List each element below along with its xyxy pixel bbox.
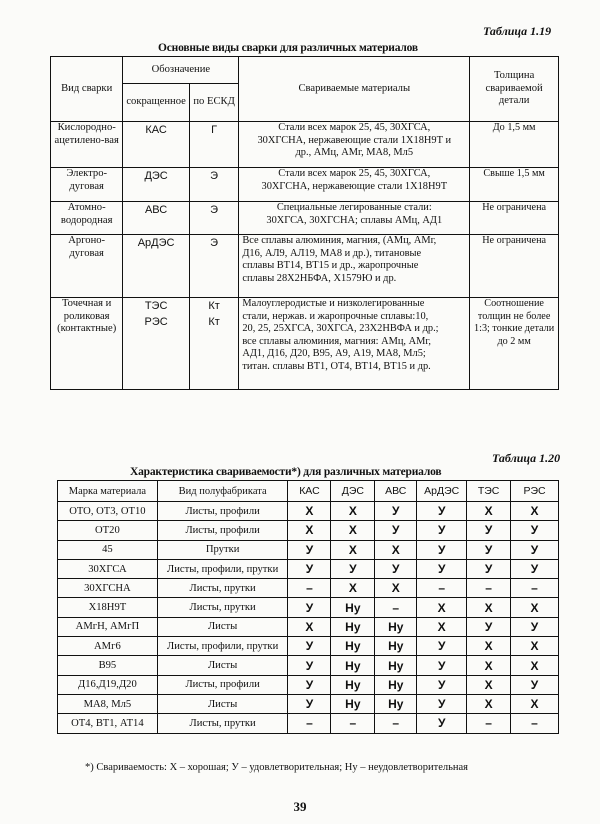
abbr-value: АрДЭС	[137, 237, 175, 249]
cell-abbr	[123, 235, 189, 298]
materials-line: Стали всех марок 25, 45, 30ХГСА,	[278, 122, 431, 133]
table-row	[58, 694, 559, 713]
cell-thickness: До 1,5 мм	[470, 122, 559, 168]
cell-weldability: Ну	[375, 617, 417, 636]
table-row	[51, 168, 559, 202]
welding-types-table	[50, 56, 559, 390]
cell-weldability: У	[375, 521, 417, 540]
cell-weldability: Ну	[375, 656, 417, 675]
cell-weldability: У	[467, 521, 511, 540]
cell-weldability: У	[467, 559, 511, 578]
table-row	[51, 202, 559, 235]
cell-form: Листы, прутки	[157, 579, 288, 598]
cell-form: Листы, прутки	[157, 598, 288, 617]
cell-weldability: –	[467, 714, 511, 733]
eskd-value: Э	[210, 237, 219, 249]
cell-kind: Атомно-водородная	[51, 202, 123, 235]
table-row	[58, 675, 559, 694]
cell-weldability: У	[288, 598, 331, 617]
cell-weldability: У	[288, 675, 331, 694]
cell-form: Листы, прутки	[157, 714, 288, 733]
cell-weldability: Х	[331, 502, 375, 521]
cell-weldability: –	[375, 714, 417, 733]
cell-weldability: У	[511, 617, 559, 636]
cell-abbr	[123, 122, 189, 168]
cell-form: Листы, профили	[157, 502, 288, 521]
abbr-value: КАС	[145, 124, 167, 136]
cell-weldability: Х	[417, 617, 467, 636]
page-number: 39	[293, 799, 307, 814]
materials-line: все сплавы алюминия, магния: АМц, АМг,	[242, 335, 432, 347]
column-header: АВС	[375, 481, 417, 502]
cell-weldability: У	[511, 540, 559, 559]
cell-abbr	[123, 202, 189, 235]
column-header: Вид полуфабриката	[157, 481, 288, 502]
footnote: *) Свариваемость: Х – хорошая; У – удовлетворительная; Ну – неудовлетворительная	[85, 762, 468, 773]
table-row	[51, 235, 559, 298]
cell-weldability: –	[375, 598, 417, 617]
table-caption-1-20: Таблица 1.20	[492, 451, 561, 465]
table-title-1-20: Характеристика свариваемости*) для различных материалов	[130, 466, 442, 478]
eskd-value: Г	[211, 124, 218, 136]
column-header: ТЭС	[467, 481, 511, 502]
cell-weldability: –	[288, 714, 331, 733]
cell-weldability: Ну	[331, 617, 375, 636]
cell-weldability: У	[511, 559, 559, 578]
cell-weldability: У	[417, 559, 467, 578]
cell-kind: Аргоно-дуговая	[51, 235, 123, 298]
materials-line: 30ХГСНА, нержавеющие стали 1Х18Н9Т	[261, 180, 448, 192]
cell-weldability: Х	[417, 598, 467, 617]
cell-form: Листы, профили	[157, 521, 288, 540]
header-designation: Обозначение	[123, 57, 239, 84]
materials-line: 30ХГСНА, нержавеющие стали 1Х18Н9Т и	[257, 134, 452, 146]
materials-line: сплавы ВТ14, ВТ15 и др., жаропрочные	[242, 260, 419, 272]
materials-line: др., АМц, АМг, МА8, Мл5	[295, 147, 414, 159]
cell-materials	[239, 235, 470, 298]
eskd-value: Э	[210, 204, 219, 216]
cell-weldability: Ну	[331, 694, 375, 713]
cell-weldability: Х	[467, 694, 511, 713]
cell-weldability: У	[511, 675, 559, 694]
materials-line: стали, нержав. и жаропрочные сплавы:10,	[242, 310, 429, 322]
cell-weldability: У	[288, 540, 331, 559]
cell-abbr	[123, 298, 189, 390]
abbr-value: РЭС	[144, 315, 168, 328]
cell-weldability: У	[417, 675, 467, 694]
cell-mark: В95	[58, 656, 158, 675]
abbr-value: АВС	[144, 204, 168, 216]
cell-weldability: –	[511, 714, 559, 733]
cell-mark: Д16,Д19,Д20	[58, 675, 158, 694]
cell-weldability: Х	[375, 540, 417, 559]
cell-weldability: –	[331, 714, 375, 733]
cell-weldability: У	[511, 521, 559, 540]
cell-eskd	[189, 298, 238, 390]
cell-eskd	[189, 202, 238, 235]
table-row	[58, 598, 559, 617]
cell-form: Листы	[157, 617, 288, 636]
table-row	[51, 122, 559, 168]
cell-weldability: У	[288, 656, 331, 675]
cell-mark: ОТ20	[58, 521, 158, 540]
table-row	[58, 656, 559, 675]
cell-weldability: Х	[467, 637, 511, 656]
cell-kind: Электро-дуговая	[51, 168, 123, 202]
cell-weldability: –	[417, 579, 467, 598]
cell-mark: 30ХГСНА	[58, 579, 158, 598]
table-row	[51, 298, 559, 390]
cell-weldability: –	[467, 579, 511, 598]
cell-materials	[239, 122, 470, 168]
cell-weldability: Ну	[331, 637, 375, 656]
abbr-value: ТЭС	[144, 300, 168, 312]
cell-eskd	[189, 122, 238, 168]
column-header: КАС	[288, 481, 331, 502]
cell-kind: Точечная и роликовая (контактные)	[51, 298, 123, 390]
cell-mark: МА8, Мл5	[58, 694, 158, 713]
materials-line: 20, 25, 25ХГСА, 30ХГСА, 23Х2НВФА и др.;	[242, 323, 439, 335]
column-header: ДЭС	[331, 481, 375, 502]
cell-weldability: У	[417, 656, 467, 675]
cell-weldability: Х	[288, 617, 331, 636]
table-row	[58, 502, 559, 521]
cell-weldability: –	[511, 579, 559, 598]
cell-weldability: Х	[467, 675, 511, 694]
header-eskd: по ЕСКД	[189, 84, 238, 122]
cell-weldability: У	[417, 694, 467, 713]
cell-form: Листы, профили, прутки	[157, 559, 288, 578]
cell-weldability: У	[331, 559, 375, 578]
column-header: АрДЭС	[417, 481, 467, 502]
cell-weldability: У	[417, 521, 467, 540]
table-row	[58, 617, 559, 636]
cell-mark: Х18Н9Т	[58, 598, 158, 617]
cell-weldability: Ну	[375, 694, 417, 713]
table-row	[58, 637, 559, 656]
cell-eskd	[189, 168, 238, 202]
cell-eskd	[189, 235, 238, 298]
cell-weldability: Ну	[331, 598, 375, 617]
cell-weldability: Ну	[331, 656, 375, 675]
cell-weldability: У	[467, 617, 511, 636]
cell-form: Листы, профили, прутки	[157, 637, 288, 656]
column-header: РЭС	[511, 481, 559, 502]
materials-line: Д16, АЛ9, АЛ19, МА8 и др.), титановые	[242, 247, 422, 259]
materials-line: Стали всех марок 25, 45, 30ХГСА,	[278, 168, 431, 179]
cell-weldability: У	[417, 540, 467, 559]
abbr-value: ДЭС	[144, 170, 168, 182]
cell-weldability: Х	[511, 694, 559, 713]
eskd-value: Кт	[208, 300, 220, 312]
cell-weldability: У	[417, 637, 467, 656]
cell-mark: АМг6	[58, 637, 158, 656]
column-header: Марка материала	[58, 481, 158, 502]
table-title-1-19: Основные виды сварки для различных материалов	[158, 42, 418, 54]
cell-weldability: Х	[511, 502, 559, 521]
materials-line: 30ХГСА, 30ХГСНА; сплавы АМц, АД1	[266, 214, 443, 226]
materials-line: Все сплавы алюминия, магния, (АМц, АМг,	[242, 235, 437, 246]
cell-weldability: Х	[288, 521, 331, 540]
cell-weldability: Х	[288, 502, 331, 521]
cell-weldability: Ну	[331, 675, 375, 694]
cell-weldability: Х	[331, 540, 375, 559]
cell-abbr	[123, 168, 189, 202]
cell-materials	[239, 168, 470, 202]
cell-weldability: Х	[331, 579, 375, 598]
cell-weldability: У	[288, 694, 331, 713]
cell-mark: 45	[58, 540, 158, 559]
cell-weldability: –	[288, 579, 331, 598]
header-kind: Вид сварки	[51, 57, 123, 122]
cell-mark: АМгН, АМгП	[58, 617, 158, 636]
cell-weldability: У	[417, 714, 467, 733]
header-abbr: сокращенное	[123, 84, 189, 122]
cell-weldability: У	[417, 502, 467, 521]
materials-line: титан. сплавы ВТ1, ОТ4, ВТ14, ВТ15 и др.	[242, 360, 431, 372]
cell-weldability: Х	[511, 637, 559, 656]
cell-form: Листы	[157, 656, 288, 675]
cell-weldability: Х	[375, 579, 417, 598]
eskd-value: Кт	[208, 315, 220, 328]
cell-form: Листы	[157, 694, 288, 713]
cell-weldability: У	[467, 540, 511, 559]
cell-thickness: Не ограничена	[470, 202, 559, 235]
materials-line: Малоуглеродистые и низколегированные	[242, 298, 425, 309]
cell-thickness: Свыше 1,5 мм	[470, 168, 559, 202]
cell-weldability: У	[288, 637, 331, 656]
cell-weldability: Х	[511, 656, 559, 675]
cell-weldability: Х	[467, 656, 511, 675]
cell-thickness: Не ограничена	[470, 235, 559, 298]
header-materials: Свариваемые материалы	[239, 57, 470, 122]
cell-mark: 30ХГСА	[58, 559, 158, 578]
table-caption-1-19: Таблица 1.19	[483, 24, 552, 38]
table-row	[58, 540, 559, 559]
cell-weldability: Х	[331, 521, 375, 540]
weldability-table	[57, 480, 559, 734]
cell-weldability: Ну	[375, 675, 417, 694]
table-row	[58, 559, 559, 578]
materials-line: сплавы 28Х2НБФА, Х1579Ю и др.	[242, 272, 397, 284]
materials-line: Специальные легированные стали:	[276, 202, 432, 213]
cell-weldability: Ну	[375, 637, 417, 656]
cell-weldability: У	[375, 502, 417, 521]
header-thickness: Толщина свариваемой детали	[470, 57, 559, 122]
cell-mark: ОТО, ОТ3, ОТ10	[58, 502, 158, 521]
cell-weldability: У	[288, 559, 331, 578]
cell-weldability: Х	[511, 598, 559, 617]
cell-form: Прутки	[157, 540, 288, 559]
materials-line: АД1, Д16, Д20, В95, А9, А19, МА8, Мл5;	[242, 348, 426, 360]
cell-form: Листы, профили	[157, 675, 288, 694]
cell-mark: ОТ4, ВТ1, АТ14	[58, 714, 158, 733]
cell-materials	[239, 298, 470, 390]
cell-weldability: Х	[467, 598, 511, 617]
table-row	[58, 521, 559, 540]
table-row	[58, 714, 559, 733]
cell-kind: Кислородно-ацетилено-вая	[51, 122, 123, 168]
eskd-value: Э	[210, 170, 219, 182]
cell-materials	[239, 202, 470, 235]
table-row	[58, 579, 559, 598]
cell-weldability: Х	[467, 502, 511, 521]
cell-thickness: Соотношение толщин не более 1:3; тонкие детали до 2 мм	[470, 298, 559, 390]
cell-weldability: У	[375, 559, 417, 578]
